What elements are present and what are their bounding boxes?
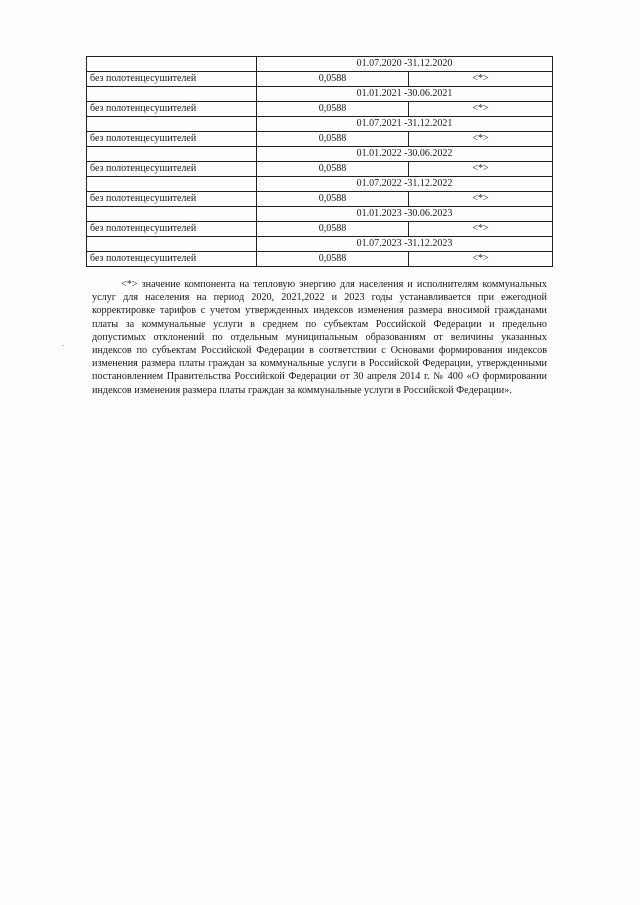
period-row	[87, 177, 553, 192]
table-row	[87, 102, 553, 117]
value-cell: 0,0588	[257, 222, 409, 237]
period-cell: 01.07.2023 -31.12.2023	[257, 237, 553, 252]
tariff-table	[86, 56, 553, 267]
name-cell: без полотенцесушителей	[87, 132, 257, 147]
blank-cell	[87, 57, 257, 72]
note-cell: <*>	[409, 252, 553, 267]
name-cell: без полотенцесушителей	[87, 192, 257, 207]
blank-cell	[87, 177, 257, 192]
period-row	[87, 57, 553, 72]
period-row	[87, 237, 553, 252]
value-cell: 0,0588	[257, 102, 409, 117]
note-cell: <*>	[409, 102, 553, 117]
name-cell: без полотенцесушителей	[87, 72, 257, 87]
note-cell: <*>	[409, 132, 553, 147]
period-cell: 01.01.2021 -30.06.2021	[257, 87, 553, 102]
note-cell: <*>	[409, 222, 553, 237]
period-cell: 01.07.2020 -31.12.2020	[257, 57, 553, 72]
value-cell: 0,0588	[257, 132, 409, 147]
note-cell: <*>	[409, 162, 553, 177]
value-cell: 0,0588	[257, 192, 409, 207]
period-row	[87, 117, 553, 132]
period-cell: 01.07.2022 -31.12.2022	[257, 177, 553, 192]
period-row	[87, 87, 553, 102]
blank-cell	[87, 87, 257, 102]
blank-cell	[87, 147, 257, 162]
note-cell: <*>	[409, 72, 553, 87]
period-cell: 01.07.2021 -31.12.2021	[257, 117, 553, 132]
name-cell: без полотенцесушителей	[87, 102, 257, 117]
value-cell: 0,0588	[257, 72, 409, 87]
value-cell: 0,0588	[257, 252, 409, 267]
period-row	[87, 147, 553, 162]
scan-speck	[63, 345, 64, 346]
table-row	[87, 132, 553, 147]
period-cell: 01.01.2023 -30.06.2023	[257, 207, 553, 222]
blank-cell	[87, 207, 257, 222]
period-row	[87, 207, 553, 222]
name-cell: без полотенцесушителей	[87, 252, 257, 267]
name-cell: без полотенцесушителей	[87, 222, 257, 237]
table-row	[87, 252, 553, 267]
footnote-text: <*> значение компонента на тепловую энергию для населения и исполнителям коммунальных услуг для населения на период 2020, 2021,2022 и 2023 годы устанавливается при ежегодной корректировке тарифов с учетом утвержденных индексов изменения размера вносимой гражданами платы за коммунальные услуги в среднем по субъектам Российской Федерации и предельно допустимых отклонений по отдельным муниципальным образованиям от величины указанных индексов по субъектам Российской Федерации в соответствии с Основами формирования индексов изменения размера платы граждан за коммунальные услуги в Российской Федерации, утвержденными постановлением Правительства Российской Федерации от 30 апреля 2014 г. № 400 «О формировании индексов изменения размера платы граждан за коммунальные услуги в Российской Федерации».	[92, 279, 547, 396]
value-cell: 0,0588	[257, 162, 409, 177]
note-cell: <*>	[409, 192, 553, 207]
blank-cell	[87, 117, 257, 132]
table-row	[87, 72, 553, 87]
table-row	[87, 222, 553, 237]
table-row	[87, 162, 553, 177]
period-cell: 01.01.2022 -30.06.2022	[257, 147, 553, 162]
table-row	[87, 192, 553, 207]
blank-cell	[87, 237, 257, 252]
name-cell: без полотенцесушителей	[87, 162, 257, 177]
